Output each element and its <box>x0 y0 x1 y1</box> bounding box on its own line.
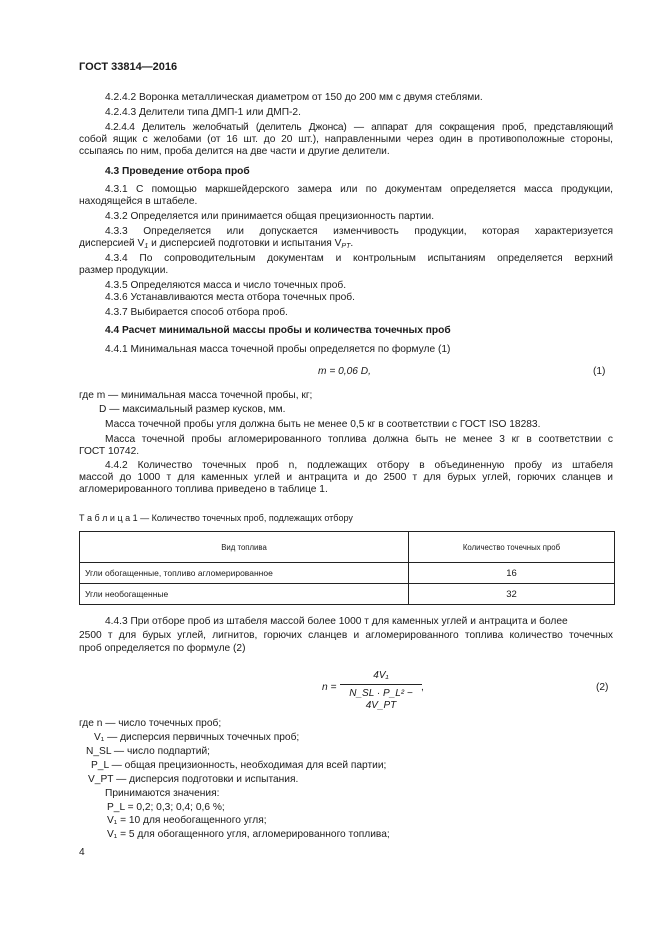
para-4-3-3-line2: дисперсией $V_1$ и дисперсией подготовки и испытания $V_{PT}$. <box>79 238 354 250</box>
para-4-3-3-line1: 4.3.3 Определяется или допускается изменчивость продукции, которая характеризуется <box>105 226 613 237</box>
formula-2-numerator: 4V₁ <box>373 670 389 681</box>
para-4-3-6: 4.3.6 Устанавливаются места отбора точечных проб. <box>105 292 355 303</box>
formula-2-comma: , <box>421 682 424 693</box>
para-coal-mass: Масса точечной пробы угля должна быть не менее 0,5 кг в соответствии с ГОСТ ISO 18283. <box>105 419 541 430</box>
def-vpt: V_PT — дисперсия подготовки и испытания. <box>88 774 299 785</box>
table-header-row <box>80 532 615 563</box>
para-4-4-3-line2: 2500 т для бурых углей, лигнитов, горючих сланцев и агломерированного топлива количество точечных <box>79 630 613 641</box>
table-col-header-count: Количество точечных проб <box>409 532 615 563</box>
fraction-bar <box>340 684 422 685</box>
para-aggl-mass-line1: Масса точечной пробы агломерированного топлива должна быть не менее 3 кг в соответствии с <box>105 434 613 445</box>
para-4-3-4-line2: размер продукции. <box>79 265 169 276</box>
table-col-header-fuel: Вид топлива <box>80 532 409 563</box>
formula-2-number: (2) <box>596 682 609 693</box>
accepted-values-label: Принимаются значения: <box>105 788 220 799</box>
section-4-4-heading: 4.4 Расчет минимальной массы пробы и количества точечных проб <box>105 325 451 336</box>
page-number: 4 <box>79 847 85 858</box>
para-4-2-4-3: 4.2.4.3 Делители типа ДМП-1 или ДМП-2. <box>105 107 301 118</box>
para-4-4-2-line3: агломерированного топлива приведено в таблице 1. <box>79 484 328 495</box>
where-d: D — максимальный размер кусков, мм. <box>99 404 286 415</box>
formula-1-number: (1) <box>593 366 606 377</box>
def-n: где n — число точечных проб; <box>79 718 222 729</box>
table-cell-fuel: Угли обогащенные, топливо агломерированное <box>80 563 409 584</box>
where-m: где m — минимальная масса точечной пробы, кг; <box>79 390 313 401</box>
para-4-4-2-line2: массой до 1000 т для каменных углей и антрацита и до 2500 т для бурых углей, горючих сланцев и <box>79 472 613 483</box>
para-4-4-3-line3: проб определяется по формуле (2) <box>79 643 246 654</box>
table-row <box>80 563 615 584</box>
formula-2-denominator: N_SL · P_L² − 4V_PT <box>349 688 413 711</box>
para-4-3-2: 4.3.2 Определяется или принимается общая прецизионность партии. <box>105 211 435 222</box>
formula-1: m = 0,06 D, <box>318 366 371 377</box>
formula-2-fraction <box>340 670 422 712</box>
table-1 <box>79 531 615 605</box>
formula-2-lhs: n = <box>322 682 337 693</box>
table-cell-count: 32 <box>409 584 615 605</box>
para-4-2-4-4-line2: собой ящик с желобами (от 16 шт. до 20 шт.), направленными через один в противоположные стороны, <box>79 134 613 145</box>
def-v1: V₁ — дисперсия первичных точечных проб; <box>94 732 300 743</box>
para-4-2-4-4-line1: 4.2.4.4 Делитель желобчатый (делитель Джонса) — аппарат для сокращения проб, представляющий <box>105 122 613 133</box>
para-4-3-5: 4.3.5 Определяются масса и число точечных проб. <box>105 280 347 291</box>
table-cell-fuel: Угли необогащенные <box>80 584 409 605</box>
table-cell-count: 16 <box>409 563 615 584</box>
para-4-4-2-line1: 4.4.2 Количество точечных проб n, подлежащих отбору в объединенную пробу из штабеля <box>105 460 613 471</box>
para-4-3-1-line1: 4.3.1 С помощью маркшейдерского замера или по документам определяется масса продукции, <box>105 184 613 195</box>
value-v1-unenriched: V₁ = 10 для необогащенного угля; <box>107 815 267 826</box>
def-pl: P_L — общая прецизионность, необходимая для всей партии; <box>91 760 387 771</box>
para-4-3-7: 4.3.7 Выбирается способ отбора проб. <box>105 307 288 318</box>
para-4-2-4-4-line3: ссыпаясь по ним, проба делится на две части и другие делители. <box>79 146 390 157</box>
para-4-4-3-line1: 4.4.3 При отборе проб из штабеля массой более 1000 т для каменных углей и антрацита и более <box>105 616 568 627</box>
para-aggl-mass-line2: ГОСТ 10742. <box>79 446 140 457</box>
value-v1-enriched: V₁ = 5 для обогащенного угля, агломерированного топлива; <box>107 829 390 840</box>
para-4-3-4-line1: 4.3.4 По сопроводительным документам и контрольным испытаниям определяется верхний <box>105 253 613 264</box>
page-header: ГОСТ 33814—2016 <box>79 61 178 73</box>
value-pl: P_L = 0,2; 0,3; 0,4; 0,6 %; <box>107 802 225 813</box>
para-4-4-1: 4.4.1 Минимальная масса точечной пробы определяется по формуле (1) <box>105 344 451 355</box>
table-row <box>80 584 615 605</box>
table-caption: Т а б л и ц а 1 — Количество точечных проб, подлежащих отбору <box>79 513 353 523</box>
def-nsl: N_SL — число подпартий; <box>86 746 211 757</box>
para-4-2-4-2: 4.2.4.2 Воронка металлическая диаметром от 150 до 200 мм с двумя стеблями. <box>105 92 483 103</box>
para-4-3-1-line2: находящейся в штабеле. <box>79 196 198 207</box>
section-4-3-heading: 4.3 Проведение отбора проб <box>105 166 250 177</box>
